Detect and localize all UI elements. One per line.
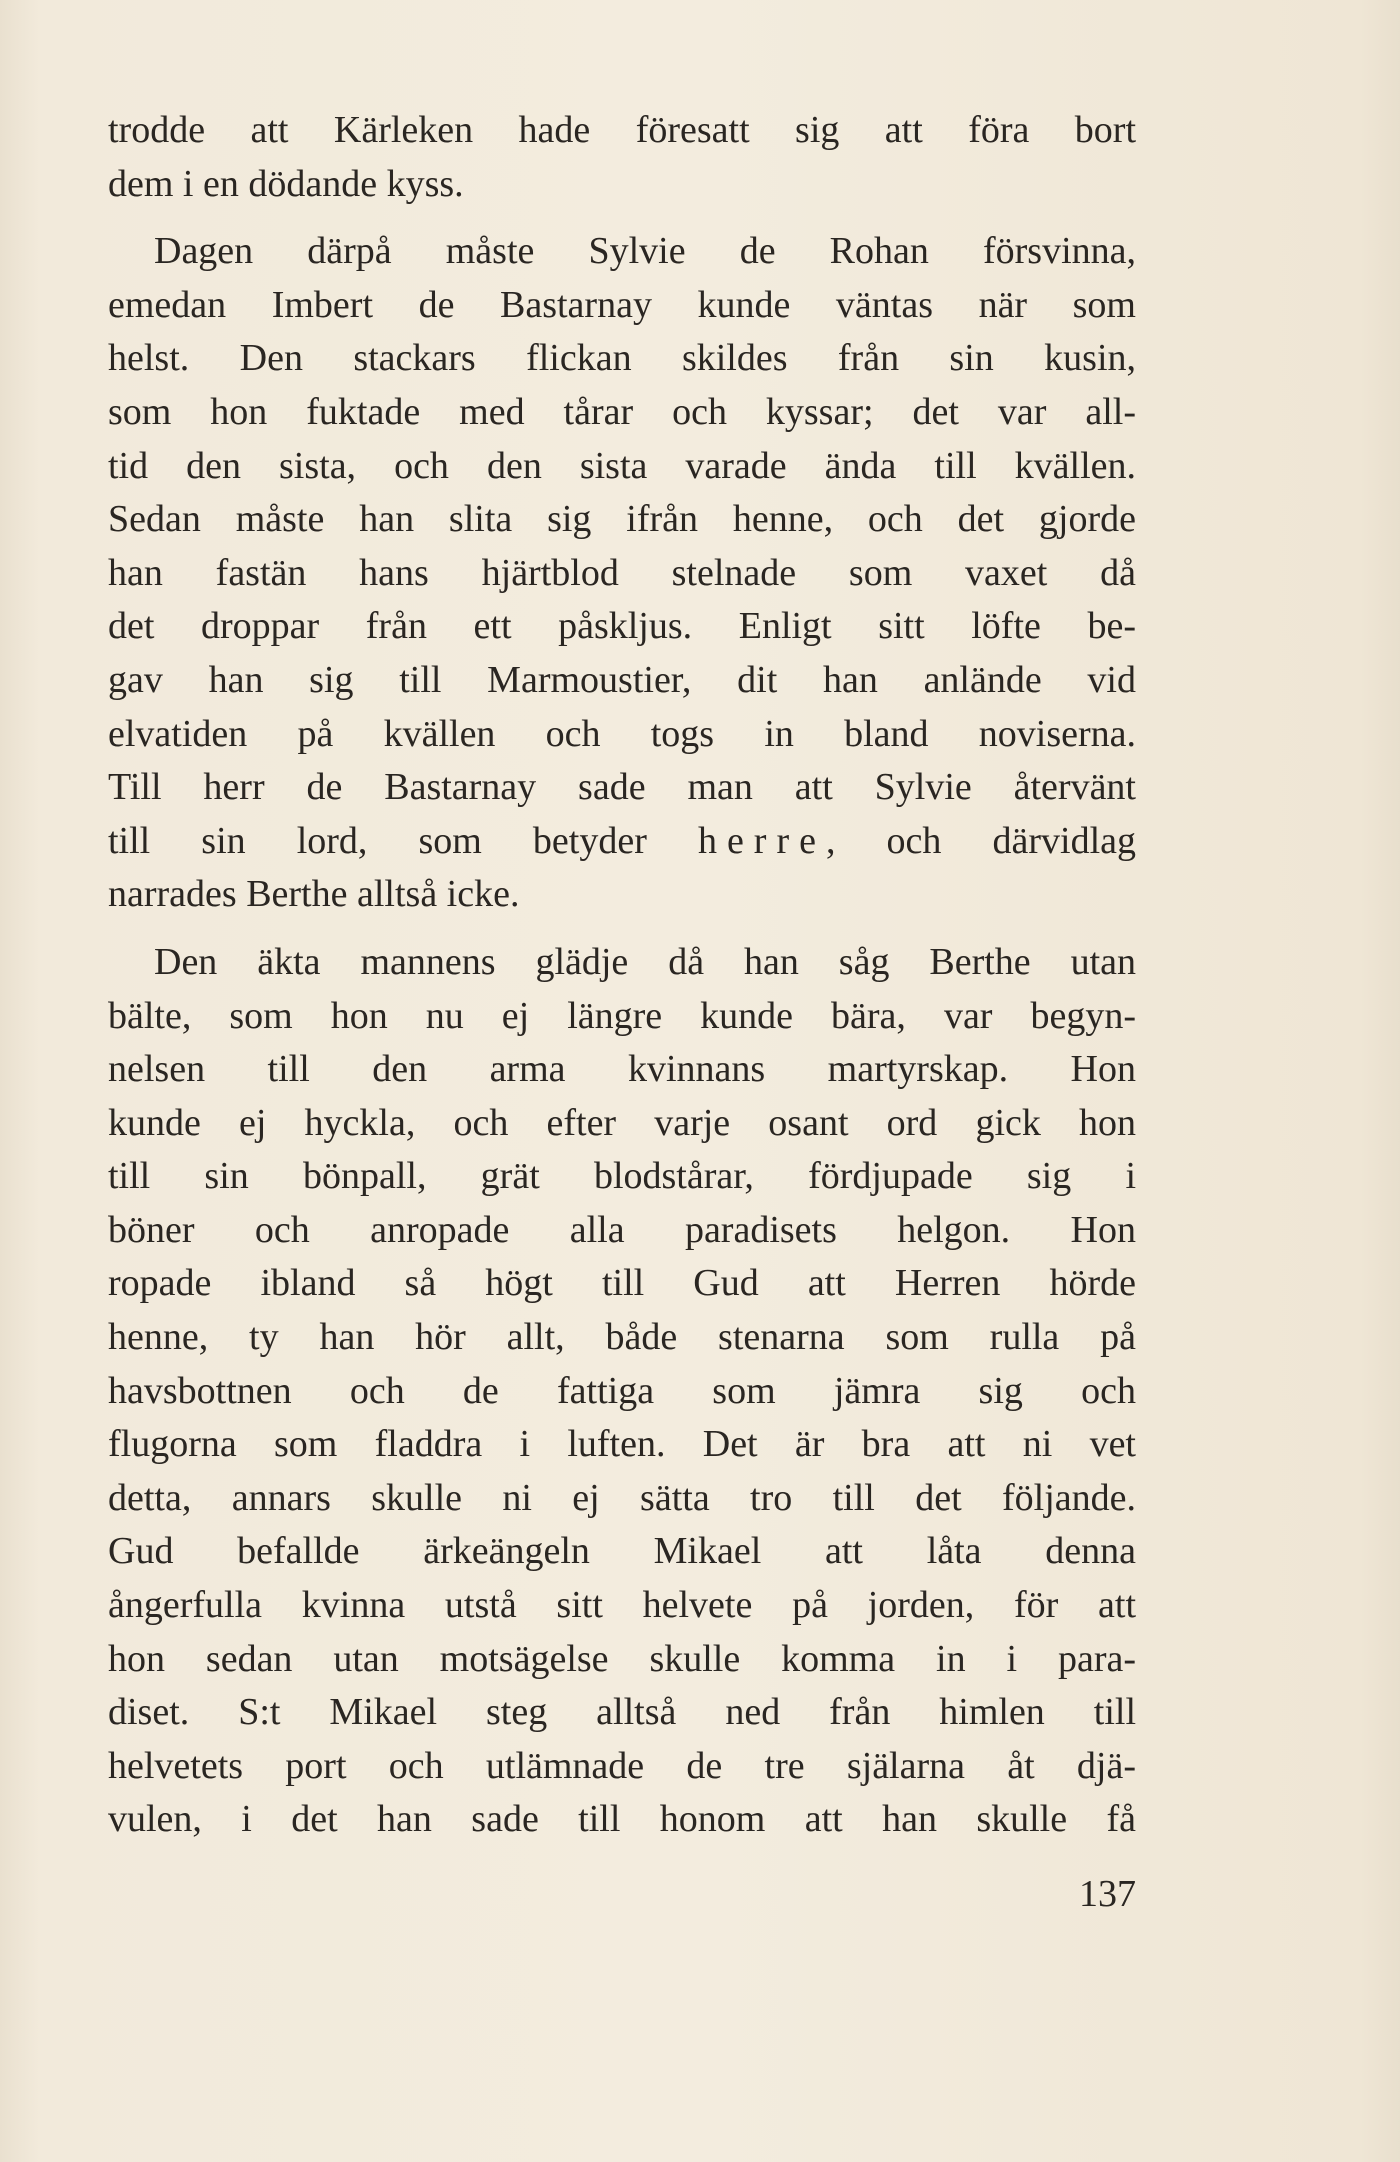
text-line: henne, ty han hör allt, både stenarna som rulla på [108,1316,1136,1359]
text-line: narrades Berthe alltså icke. [108,873,520,916]
text-line: Gud befallde ärkeängeln Mikael att låta denna [108,1530,1136,1573]
text-line: som hon fuktade med tårar och kyssar; det var all- [108,390,1136,433]
text-line: diset. S:t Mikael steg alltså ned från himlen till [108,1691,1136,1734]
text-line: elvatiden på kvällen och togs in bland noviserna. [108,712,1136,755]
paragraph-gap [108,211,1136,225]
text-line: Den äkta mannens glädje då han såg Berthe utan [154,940,1136,983]
text-line: detta, annars skulle ni ej sätta tro till det följande. [108,1476,1136,1519]
text-line: nelsen till den arma kvinnans martyrskap. Hon [108,1048,1136,1091]
text-line: emedan Imbert de Bastarnay kunde väntas när som [108,283,1136,326]
text-line: bälte, som hon nu ej längre kunde bära, var begyn- [108,994,1136,1037]
text-line: ångerfulla kvinna utstå sitt helvete på jorden, för att [108,1584,1136,1627]
text-line: Sedan måste han slita sig ifrån henne, och det gjorde [108,498,1136,541]
text-line: böner och anropade alla paradisets helgon. Hon [108,1208,1136,1251]
spaced-emphasis: herre [697,819,826,862]
text-line: kunde ej hyckla, och efter varje osant ord gick hon [108,1101,1136,1144]
text-line: Till herr de Bastarnay sade man att Sylvie återvänt [108,766,1136,809]
text-line: gav han sig till Marmoustier, dit han anlände vid [108,658,1136,701]
text-line: flugorna som fladdra i luften. Det är bra att ni vet [108,1423,1136,1466]
text-line: helst. Den stackars flickan skildes från sin kusin, [108,337,1136,380]
text-line [108,815,1136,869]
text-line: hon sedan utan motsägelse skulle komma in i para- [108,1637,1136,1680]
body-text [108,104,1136,1847]
text-line: dem i en dödande kyss. [108,162,464,205]
text-fragment: till sin lord, som betyder [108,819,698,862]
text-line: havsbottnen och de fattiga som jämra sig och [108,1369,1136,1412]
text-line: han fastän hans hjärtblod stelnade som vaxet då [108,551,1136,594]
text-line: vulen, i det han sade till honom att han skulle få [108,1798,1136,1841]
text-line: trodde att Kärleken hade föresatt sig att föra bort [108,109,1136,151]
text-line: ropade ibland så högt till Gud att Herren hörde [108,1262,1136,1305]
text-line: helvetets port och utlämnade de tre själarna åt djä- [108,1744,1136,1787]
text-line: Dagen därpå måste Sylvie de Rohan försvinna, [154,230,1136,273]
text-line: det droppar från ett påskljus. Enligt sitt löfte be- [108,605,1136,648]
text-fragment: , och därvidlag [825,819,1136,862]
page-number: 137 [1079,1873,1136,1915]
text-line: till sin bönpall, grät blodstårar, fördjupade sig i [108,1155,1136,1198]
text-line: tid den sista, och den sista varade ända till kvällen. [108,444,1136,487]
paragraph-gap [108,922,1136,936]
